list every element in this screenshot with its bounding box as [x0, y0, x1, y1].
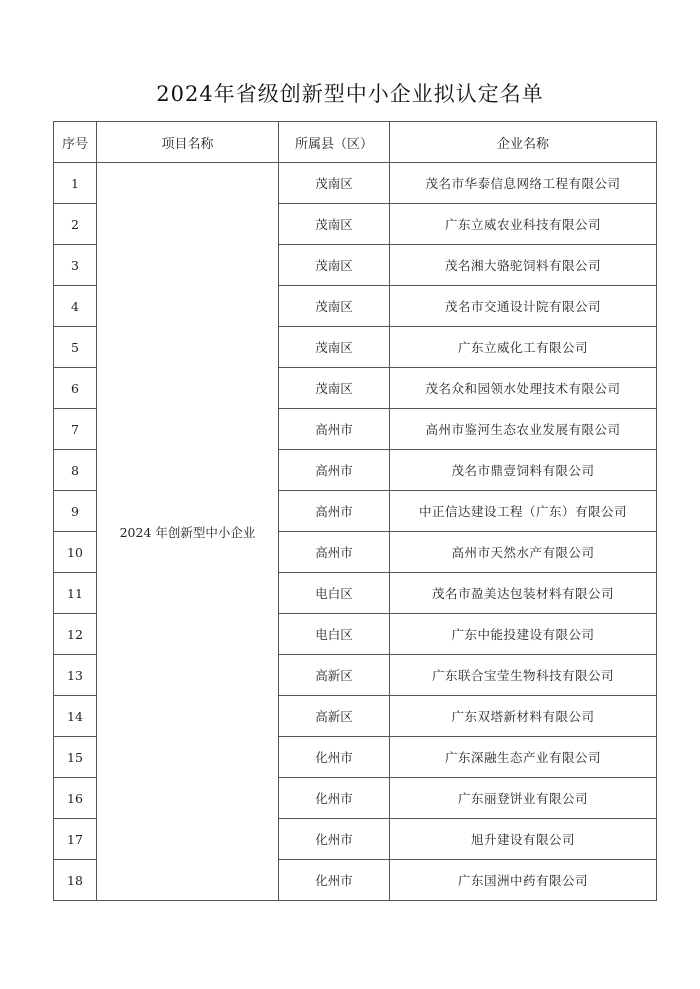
company-cell: 广东联合宝莹生物科技有限公司	[390, 655, 657, 696]
county-cell: 化州市	[279, 737, 390, 778]
county-cell: 茂南区	[279, 286, 390, 327]
company-cell: 茂名众和园领水处理技术有限公司	[390, 368, 657, 409]
county-cell: 茂南区	[279, 368, 390, 409]
company-cell: 茂名湘大骆驼饲料有限公司	[390, 245, 657, 286]
county-cell: 电白区	[279, 614, 390, 655]
company-cell: 高州市鉴河生态农业发展有限公司	[390, 409, 657, 450]
county-cell: 茂南区	[279, 245, 390, 286]
table-header-row	[54, 122, 657, 163]
company-cell: 旭升建设有限公司	[390, 819, 657, 860]
row-number: 3	[54, 245, 97, 286]
row-number: 7	[54, 409, 97, 450]
table-row	[54, 163, 657, 204]
company-cell: 广东双塔新材料有限公司	[390, 696, 657, 737]
company-cell: 茂名市鼎壹饲料有限公司	[390, 450, 657, 491]
header-project: 项目名称	[97, 122, 279, 163]
row-number: 8	[54, 450, 97, 491]
company-cell: 广东中能投建设有限公司	[390, 614, 657, 655]
county-cell: 高州市	[279, 409, 390, 450]
county-cell: 化州市	[279, 860, 390, 901]
row-number: 10	[54, 532, 97, 573]
company-cell: 广东立威农业科技有限公司	[390, 204, 657, 245]
county-cell: 茂南区	[279, 204, 390, 245]
table-body	[54, 163, 657, 901]
row-number: 15	[54, 737, 97, 778]
row-number: 14	[54, 696, 97, 737]
page-title: 2024年省级创新型中小企业拟认定名单	[156, 82, 544, 106]
county-cell: 茂南区	[279, 163, 390, 204]
company-cell: 茂名市华泰信息网络工程有限公司	[390, 163, 657, 204]
county-cell: 高州市	[279, 532, 390, 573]
county-cell: 化州市	[279, 819, 390, 860]
county-cell: 茂南区	[279, 327, 390, 368]
company-cell: 茂名市盈美达包装材料有限公司	[390, 573, 657, 614]
company-cell: 广东立威化工有限公司	[390, 327, 657, 368]
row-number: 4	[54, 286, 97, 327]
county-cell: 电白区	[279, 573, 390, 614]
header-county: 所属县（区）	[279, 122, 390, 163]
row-number: 9	[54, 491, 97, 532]
row-number: 17	[54, 819, 97, 860]
company-cell: 广东丽登饼业有限公司	[390, 778, 657, 819]
company-cell: 高州市天然水产有限公司	[390, 532, 657, 573]
row-number: 12	[54, 614, 97, 655]
county-cell: 高新区	[279, 696, 390, 737]
project-name-cell: 2024 年创新型中小企业	[97, 163, 279, 901]
company-cell: 中正信达建设工程（广东）有限公司	[390, 491, 657, 532]
row-number: 6	[54, 368, 97, 409]
row-number: 18	[54, 860, 97, 901]
row-number: 1	[54, 163, 97, 204]
row-number: 13	[54, 655, 97, 696]
county-cell: 高州市	[279, 450, 390, 491]
company-cell: 广东国洲中药有限公司	[390, 860, 657, 901]
header-company: 企业名称	[390, 122, 657, 163]
county-cell: 高州市	[279, 491, 390, 532]
company-cell: 广东深融生态产业有限公司	[390, 737, 657, 778]
county-cell: 高新区	[279, 655, 390, 696]
company-cell: 茂名市交通设计院有限公司	[390, 286, 657, 327]
header-no: 序号	[54, 122, 97, 163]
row-number: 16	[54, 778, 97, 819]
row-number: 11	[54, 573, 97, 614]
county-cell: 化州市	[279, 778, 390, 819]
row-number: 5	[54, 327, 97, 368]
row-number: 2	[54, 204, 97, 245]
enterprise-table	[53, 121, 657, 901]
